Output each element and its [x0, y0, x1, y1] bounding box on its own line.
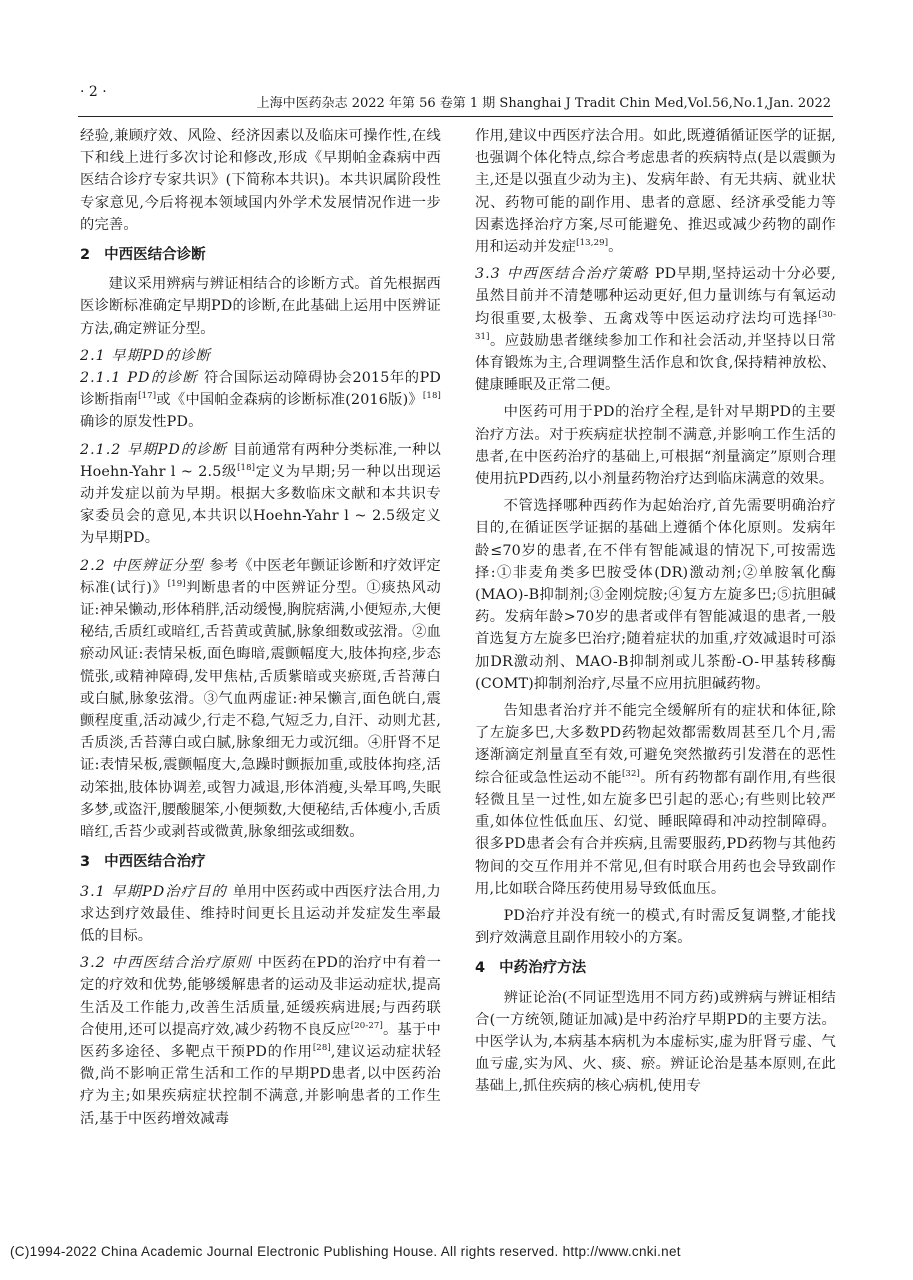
- paragraph: 作用,建议中西医疗法合用。如此,既遵循循证医学的证据,也强调个体化特点,综合考虑患者的疾病特点(是以震颤为主,还是以强直少动为主)、发病年龄、有无共病、就业状况、药物可能的副作用、患者的意愿、经济承受能力等因素选择治疗方案,尽可能避免、推迟或减少药物的副作用和运动并发症[13,29]。: [475, 128, 836, 256]
- subsection-label: 2.2 中医辨证分型: [80, 557, 204, 574]
- paragraph: 2.1.2 早期PD的诊断 目前通常有两种分类标准,一种以Hoehn-Yahr l ~ 2.5级[18]定义为早期;另一种以出现运动并发症以前为早期。根据大多数临床文献和本共识专家委员会的意见,本共识以Hoehn-Yahr l ~ 2.5级定义为早期PD。: [80, 441, 441, 547]
- section-heading-4: [475, 957, 836, 979]
- right-column: [475, 125, 836, 1103]
- subsection-label: 3.2 中西医结合治疗原则: [80, 955, 252, 972]
- paragraph: 建议采用辨病与辨证相结合的诊断方式。首先根据西医诊断标准确定早期PD的诊断,在此基础上运用中医辨证方法,确定辨证分型。: [80, 276, 441, 337]
- paragraph: 不管选择哪种西药作为起始治疗,首先需要明确治疗目的,在循证医学证据的基础上遵循个体化原则。发病年龄≤70岁的患者,在不伴有智能减退的情况下,可按需选择:①非麦角类多巴胺受体(DR)激动剂;②单胺氧化酶(MAO)-B抑制剂;③金刚烷胺;④复方左旋多巴;⑤抗胆碱药。发病年龄>70岁的患者或伴有智能减退的患者,一般首选复方左旋多巴治疗;随着症状的加重,疗效减退时可添加DR激动剂、MAO-B抑制剂或儿茶酚-O-甲基转移酶(COMT)抑制剂治疗,尽量不应用抗胆碱药物。: [475, 498, 836, 692]
- paragraph: PD治疗并没有统一的模式,有时需反复调整,才能找到疗效满意且副作用较小的方案。: [475, 907, 836, 947]
- citation: [20-27]: [350, 1020, 383, 1031]
- subsection-heading: 2.1 早期PD的诊断: [80, 347, 211, 364]
- paragraph: 3.3 中西医结合治疗策略 PD早期,坚持运动十分必要,虽然目前并不清楚哪种运动更好,但力量训练与有氧运动均很重要,太极拳、五禽戏等中医运动疗法均可选择[30-31]。应鼓励患者继续参加工作和社会活动,并坚持以日常体育锻炼为主,合理调整生活作息和饮食,保持精神放松、健康睡眠及正常二便。: [475, 266, 837, 394]
- paragraph: 3.1 早期PD治疗目的 单用中医药或中西医疗法合用,力求达到疗效最佳、维持时间更长且运动并发症发生率最低的目标。: [80, 883, 441, 944]
- paragraph: 告知患者治疗并不能完全缓解所有的症状和体征,除了左旋多巴,大多数PD药物起效都需数周甚至几个月,需逐渐滴定剂量直至有效,可避免突然撤药引发潜在的恶性综合征或急性运动不能[32]。所有药物都有副作用,有些很轻微且呈一过性,如左旋多巴引起的恶心;有些则比较严重,如体位性低血压、幻觉、睡眠障碍和冲动控制障碍。很多PD患者会有合并疾病,且需要服药,PD药物与其他药物间的交互作用并不常见,但有时联合用药也会导致副作用,比如联合降压药使用易导致低血压。: [475, 703, 836, 897]
- subsection-label: 3.1 早期PD治疗目的: [80, 883, 227, 900]
- paragraph: 2.1.1 PD的诊断 符合国际运动障碍协会2015年的PD诊断指南[17]或《中国帕金森病的诊断标准(2016版)》[18]确诊的原发性PD。: [80, 370, 441, 431]
- section-title: 中西医结合诊断: [104, 247, 206, 264]
- section-title: 中西医结合治疗: [104, 854, 206, 871]
- citation: [18]: [422, 391, 441, 402]
- paragraph: 辨证论治(不同证型选用不同方药)或辨病与辨证相结合(一方统领,随证加减)是中药治疗早期PD的主要方法。中医学认为,本病基本病机为本虚标实,虚为肝肾亏虚、气血亏虚,实为风、火、痰、瘀。辨证论治是基本原则,在此基础上,抓住疾病的核心病机,使用专: [475, 989, 836, 1095]
- citation: [17]: [138, 391, 157, 402]
- section-number: 3: [80, 854, 91, 871]
- citation: [19]: [167, 579, 186, 590]
- paragraph: 3.2 中西医结合治疗原则 中医药在PD的治疗中有着一定的疗效和优势,能够缓解患者的运动及非运动症状,提高生活及工作能力,改善生活质量,延缓疾病进展;与西药联合使用,还可以提高疗效,减少药物不良反应[20-27]。基于中医药多途径、多靶点干预PD的作用[28],建议运动症状轻微,尚不影响正常生活和工作的早期PD患者,以中医药治疗为主;如果疾病症状控制不满意,并影响患者的工作生活,基于中医药增效减毒: [80, 955, 442, 1127]
- citation: [32]: [621, 768, 641, 779]
- section-heading-2: [80, 244, 441, 266]
- paragraph: 2.2 中医辨证分型 参考《中医老年颤证诊断和疗效评定标准(试行)》[19]判断患者的中医辨证分型。①痰热风动证:神呆懒动,形体稍胖,活动缓慢,胸脘痞满,小便短赤,大便秘结,舌质红或暗红,舌苔黄或黄腻,脉象细数或弦滑。②血瘀动风证:表情呆板,面色晦暗,震颤幅度大,肢体拘痉,步态慌张,或精神障碍,发甲焦枯,舌质紫暗或夹瘀斑,舌苔薄白或白腻,脉象弦滑。③气血两虚证:神呆懒言,面色㿠白,震颤程度重,活动减少,行走不稳,气短乏力,自汗、动则尤甚,舌质淡,舌苔薄白或白腻,脉象细无力或沉细。④肝肾不足证:表情呆板,震颤幅度大,急躁时颤振加重,或肢体拘痉,活动笨拙,肢体协调差,或智力减退,形体消瘦,头晕耳鸣,失眠多梦,或盗汗,腰酸腿笨,小便频数,大便秘结,舌体瘦小,舌质暗红,舌苔少或剥苔或微黄,脉象细弦或细数。: [80, 557, 441, 841]
- paragraph: 中医药可用于PD的治疗全程,是针对早期PD的主要治疗方法。对于疾病症状控制不满意,并影响工作生活的患者,在中医药治疗的基础上,可根据“剂量滴定”原则合理使用抗PD西药,以小剂量药物治疗达到临床满意的效果。: [475, 404, 836, 488]
- subsection-label: 3.3 中西医结合治疗策略: [475, 266, 649, 283]
- page-number: · 2 ·: [80, 84, 107, 100]
- section-number: 4: [475, 960, 486, 977]
- subsection-label: 2.1.2 早期PD的诊断: [80, 441, 228, 458]
- copyright-footer: (C)1994-2022 China Academic Journal Electronic Publishing House. All rights reserved. http://www.cnki.net: [10, 1244, 681, 1259]
- header-rule: [78, 116, 833, 117]
- citation: [28]: [312, 1043, 331, 1054]
- section-number: 2: [80, 247, 91, 264]
- paragraph: 经验,兼顾疗效、风险、经济因素以及临床可操作性,在线下和线上进行多次讨论和修改,形成《早期帕金森病中西医结合诊疗专家共识》(下简称本共识)。本共识属阶段性专家意见,今后将视本领域国内外学术发展情况作进一步的完善。: [80, 128, 441, 233]
- section-title: 中药治疗方法: [499, 960, 587, 977]
- subsection-label: 2.1.1 PD的诊断: [80, 370, 198, 387]
- section-heading-3: [80, 851, 441, 873]
- citation: [13,29]: [576, 238, 609, 249]
- citation: [30-31]: [475, 309, 836, 343]
- journal-header: 上海中医药杂志 2022 年第 56 卷第 1 期 Shanghai J Tradit Chin Med,Vol.56,No.1,Jan. 2022: [256, 96, 831, 111]
- citation: [18]: [237, 463, 256, 474]
- left-column: [80, 125, 441, 1135]
